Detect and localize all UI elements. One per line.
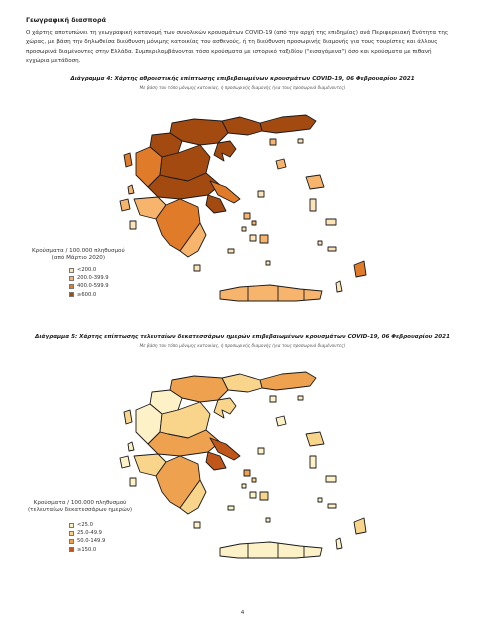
legend-item [69,529,105,537]
region-thrace [260,372,316,390]
legend-item [69,291,109,299]
island-lefkada [128,442,134,451]
legend-swatch [69,276,74,281]
legend-swatch [69,531,74,536]
legend-swatch [69,268,74,273]
legend-label: 400.0-599.9 [77,283,109,290]
page-number: 4 [240,610,245,616]
island-thasos [270,139,276,145]
figure4-legend [69,266,109,299]
island-karpathos [336,538,342,549]
legend-label: <25.0 [77,522,93,529]
island-andros [244,470,250,476]
island-kythira [194,265,200,271]
island-santorini [266,518,270,522]
island-zakynthos [130,478,136,486]
figure5-legend [69,521,105,554]
legend-item [69,521,105,529]
island-kefalonia [120,199,130,211]
island-rhodes [354,518,366,534]
legend-label: ≥150.0 [77,546,97,553]
island-crete [220,542,322,558]
island-corfu [124,410,132,424]
island-limnos [276,159,286,169]
figure5-legend-title-line1: Κρούσματα / 100.000 πληθυσμού [33,500,127,506]
island-kalymnos [318,241,322,245]
legend-swatch [69,539,74,544]
island-chios [310,456,316,468]
island-samos [326,476,336,482]
island-crete [220,285,322,301]
island-lefkada [128,185,134,194]
island-naxos [260,492,268,500]
island-kos [328,247,336,251]
figure5-title: Διάγραμμα 5: Χάρτης επίπτωσης τελευταίων δεκατεσσάρων ημερών επιβεβαιωμένων κρουσμάτων COVID-19, 06 Φεβρουαρίου 2021 [35,334,450,340]
legend-item [69,537,105,545]
island-kythira [194,522,200,528]
legend-swatch [69,284,74,289]
intro-paragraph: Ο χάρτης αποτυπώνει τη γεωγραφική κατανομή των συνολικών κρουσμάτων COVID-19 (από την αρχή της επιδημίας) ανά Περιφερειακή Ενότητα της χώρας, με βάση την δηλωθείσα διεύθυνση μόνιμης κατοικίας του ασθενούς, ή τη διεύθυνση προσωρινής διαμονής για τους τουρίστες και άλλους προσωρινά διαμένοντες στην Ελλάδα. Συμπεριλαμβάνονται τόσο κρούσματα με ιστορικό ταξιδίου ("εισαγόμενα") όσο και κρούσματα με πιθανή εγχώρια μετάδοση. [26,30,449,65]
island-limnos [276,416,286,426]
island-samothrace [298,139,303,143]
island-andros [244,213,250,219]
island-samos [326,219,336,225]
figure4-title: Διάγραμμα 4: Χάρτης αθροιστικής επίπτωσης επιβεβαιωμένων κρουσμάτων COVID-19, 06 Φεβρουαρίου 2021 [70,76,415,82]
island-karpathos [336,281,342,292]
island-paros [250,492,256,498]
island-syros [242,484,246,488]
region-thrace [260,115,316,133]
legend-label: ≥600.0 [77,291,97,298]
island-syros [242,227,246,231]
figure5-legend-title-line2: (τελευταίων δεκατεσσάρων ημερών) [28,507,133,513]
island-kalymnos [318,498,322,502]
island-thasos [270,396,276,402]
legend-label: 25.0-49.9 [77,530,102,537]
island-kos [328,504,336,508]
legend-swatch [69,292,74,297]
island-lesvos [306,432,324,446]
region-chalkidiki [214,141,236,161]
figure4-map [110,95,410,315]
figure5-map [110,352,410,572]
island-tinos [252,221,256,225]
legend-item [69,266,109,274]
figure5-subtitle: Με βάση τον τόπο μόνιμης κατοικίας, ή προσωρινής διαμονής (για τους προσωρινά διαμένοντες) [139,343,346,348]
figure4-legend-title-line2: (από Μάρτιο 2020) [51,255,106,261]
legend-label: <200.0 [77,267,97,274]
island-milos [228,249,234,253]
island-corfu [124,153,132,167]
island-lesvos [306,175,324,189]
legend-item [69,546,105,554]
legend-label: 50.0-149.9 [77,538,106,545]
legend-item [69,282,109,290]
island-kefalonia [120,456,130,468]
island-milos [228,506,234,510]
legend-swatch [69,523,74,528]
island-zakynthos [130,221,136,229]
island-samothrace [298,396,303,400]
island-tinos [252,478,256,482]
figure4-subtitle: Με βάση τον τόπο μόνιμης κατοικίας, ή προσωρινής διαμονής (για τους προσωρινά διαμένοντες) [139,85,346,90]
island-santorini [266,261,270,265]
island-rhodes [354,261,366,277]
island-chios [310,199,316,211]
island-skyros [258,191,264,197]
section-heading: Γεωγραφική διασπορά [26,16,106,24]
figure4-legend-title [32,248,125,262]
legend-swatch [69,547,74,552]
region-chalkidiki [214,398,236,418]
figure4-legend-title-line1: Κρούσματα / 100.000 πληθυσμού [32,248,125,254]
legend-label: 200.0-399.9 [77,275,109,282]
island-naxos [260,235,268,243]
island-paros [250,235,256,241]
figure5-legend-title [28,500,132,514]
island-skyros [258,448,264,454]
legend-item [69,274,109,282]
